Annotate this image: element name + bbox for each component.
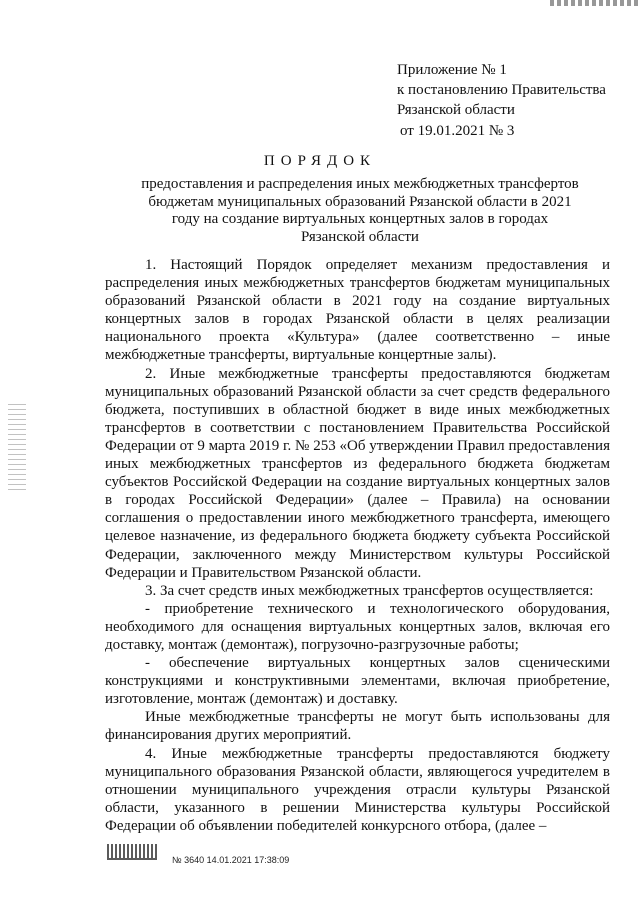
appendix-line: Рязанской области <box>397 102 515 118</box>
appendix-date: от 19.01.2021 № 3 <box>400 123 515 139</box>
document-body <box>105 256 610 835</box>
document-subtitle: предоставления и распределения иных межбюджетных трансфертов бюджетам муниципальных образований Рязанской области в 2021 году на создание виртуальных концертных залов в городах Рязанской области <box>141 176 579 245</box>
registry-stamp-icon <box>107 844 157 860</box>
paragraph-3: 3. За счет средств иных межбюджетных трансфертов осуществляется: <box>145 582 594 599</box>
appendix-header <box>397 60 606 141</box>
scan-artifact <box>8 400 26 490</box>
paragraph-2: 2. Иные межбюджетные трансферты предоставляются бюджетам муниципальных образований Рязанской области за счет средств федерального бюджета, поступивших в областной бюджет в виде иных межбюджетных трансфертов в соответствии с постановлением Правительства Российской Федерации от 9 марта 2019 г. № 253 «Об утверждении Правил предоставления иных межбюджетных трансфертов из федерального бюджета бюджетам субъектов Российской Федерации на создание виртуальных концертных залов в городах Российской Федерации» (далее – Правила) на основании соглашения о предоставлении иного межбюджетного трансферта, имеющего целевое назначение, из федерального бюджета бюджету субъекта Российской Федерации, заключенного между Министерством культуры Российской Федерации и Правительством Рязанской области. <box>105 365 610 581</box>
appendix-line: Приложение № 1 <box>397 62 507 78</box>
paragraph-note: Иные межбюджетные трансферты не могут быть использованы для финансирования других мероприятий. <box>105 709 610 744</box>
paragraph-4: 4. Иные межбюджетные трансферты предоставляются бюджету муниципального образования Рязанской области, являющегося учредителем в отношении муниципального учреждения отрасли культуры Рязанской области, указанного в решении Министерства культуры Российской Федерации об объявлении победителей конкурсного отбора, (далее – <box>105 745 610 834</box>
appendix-line: к постановлению Правительства <box>397 82 606 98</box>
document-registration-code: № 3640 14.01.2021 17:38:09 <box>172 855 290 865</box>
paragraph-1: 1. Настоящий Порядок определяет механизм предоставления и распределения иных межбюджетных трансфертов бюджетам муниципальных образований Рязанской области в 2021 году на создание виртуальных концертных залов в городах Рязанской области в целях реализации национального проекта «Культура» (далее соответственно – иные межбюджетные трансферты, виртуальные концертные залы). <box>105 257 610 364</box>
document-title: ПОРЯДОК <box>263 153 377 169</box>
list-item: - приобретение технического и технологического оборудования, необходимого для оснащения виртуальных концертных залов, включая его доставку, монтаж (демонтаж), погрузочно-разгрузочные работы; <box>105 600 610 653</box>
footer-stamp <box>107 843 157 861</box>
scan-artifact <box>550 0 640 6</box>
list-item: - обеспечение виртуальных концертных залов сценическими конструкциями и конструктивными элементами, включая приобретение, изготовление, монтаж (демонтаж) и доставку. <box>105 655 610 708</box>
